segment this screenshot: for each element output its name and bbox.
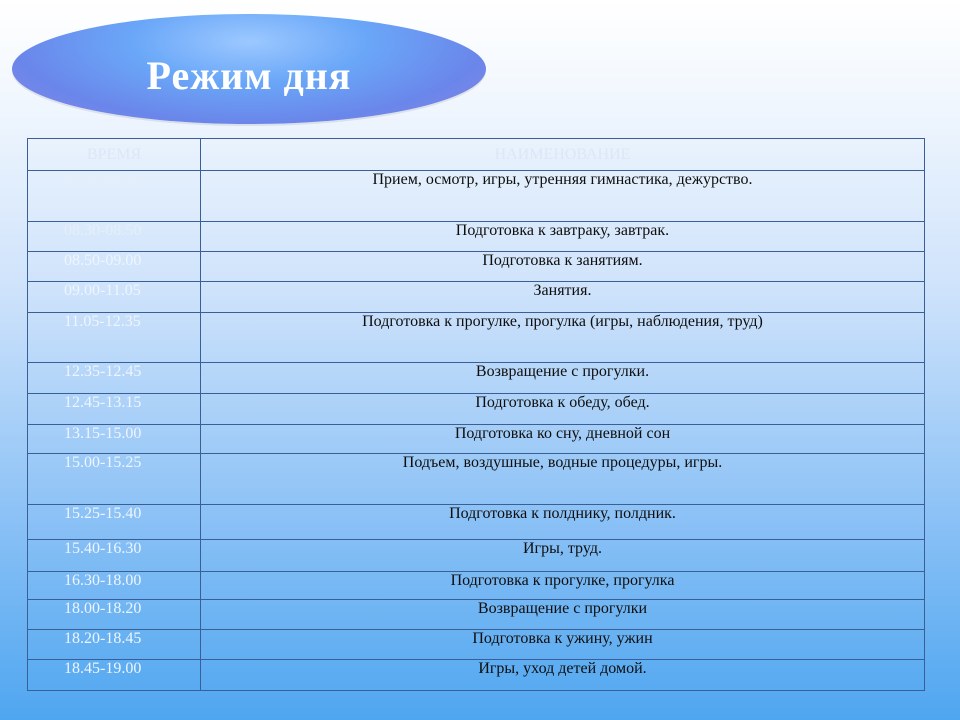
activity-cell: Подготовка к завтраку, завтрак. — [201, 222, 925, 252]
time-cell: 13.15-15.00 — [28, 425, 201, 454]
time-cell: 07.00-08.30 — [28, 171, 201, 222]
activity-cell: Подготовка к обеду, обед. — [201, 394, 925, 425]
activity-cell: Подготовка к полднику, полдник. — [201, 505, 925, 540]
activity-cell: Подготовка к ужину, ужин — [201, 630, 925, 660]
table-header-row — [28, 139, 925, 171]
table-row — [28, 540, 925, 572]
table-row — [28, 425, 925, 454]
activity-cell: Подъем, воздушные, водные процедуры, игры. — [201, 454, 925, 505]
table-row — [28, 252, 925, 282]
table-row — [28, 572, 925, 600]
time-cell: 18.20-18.45 — [28, 630, 201, 660]
table-row — [28, 171, 925, 222]
title-oval — [12, 14, 486, 124]
table-row — [28, 222, 925, 252]
time-cell: 15.25-15.40 — [28, 505, 201, 540]
schedule-table — [27, 138, 925, 691]
time-cell: 15.40-16.30 — [28, 540, 201, 572]
table-row — [28, 363, 925, 394]
time-cell: 08.30-08.50 — [28, 222, 201, 252]
activity-cell: Возвращение с прогулки. — [201, 363, 925, 394]
activity-cell: Возвращение с прогулки — [201, 600, 925, 630]
table-row — [28, 313, 925, 363]
time-cell: 12.35-12.45 — [28, 363, 201, 394]
activity-cell: Игры, уход детей домой. — [201, 660, 925, 691]
activity-cell: Подготовка к прогулке, прогулка (игры, наблюдения, труд) — [201, 313, 925, 363]
table-row — [28, 600, 925, 630]
header-activity: НАИМЕНОВАНИЕ — [201, 139, 925, 171]
activity-cell: Игры, труд. — [201, 540, 925, 572]
table-row — [28, 282, 925, 313]
page-title: Режим дня — [146, 53, 352, 98]
activity-cell: Занятия. — [201, 282, 925, 313]
table-row — [28, 660, 925, 691]
time-cell: 09.00-11.05 — [28, 282, 201, 313]
table-row — [28, 630, 925, 660]
time-cell: 15.00-15.25 — [28, 454, 201, 505]
time-cell: 18.45-19.00 — [28, 660, 201, 691]
activity-cell: Прием, осмотр, игры, утренняя гимнастика, дежурство. — [201, 171, 925, 222]
time-cell: 12.45-13.15 — [28, 394, 201, 425]
time-cell: 08.50-09.00 — [28, 252, 201, 282]
time-cell: 11.05-12.35 — [28, 313, 201, 363]
activity-cell: Подготовка к прогулке, прогулка — [201, 572, 925, 600]
table-row — [28, 505, 925, 540]
time-cell: 16.30-18.00 — [28, 572, 201, 600]
activity-cell: Подготовка ко сну, дневной сон — [201, 425, 925, 454]
table-row — [28, 454, 925, 505]
header-time: ВРЕМЯ — [28, 139, 201, 171]
activity-cell: Подготовка к занятиям. — [201, 252, 925, 282]
table-row — [28, 394, 925, 425]
time-cell: 18.00-18.20 — [28, 600, 201, 630]
